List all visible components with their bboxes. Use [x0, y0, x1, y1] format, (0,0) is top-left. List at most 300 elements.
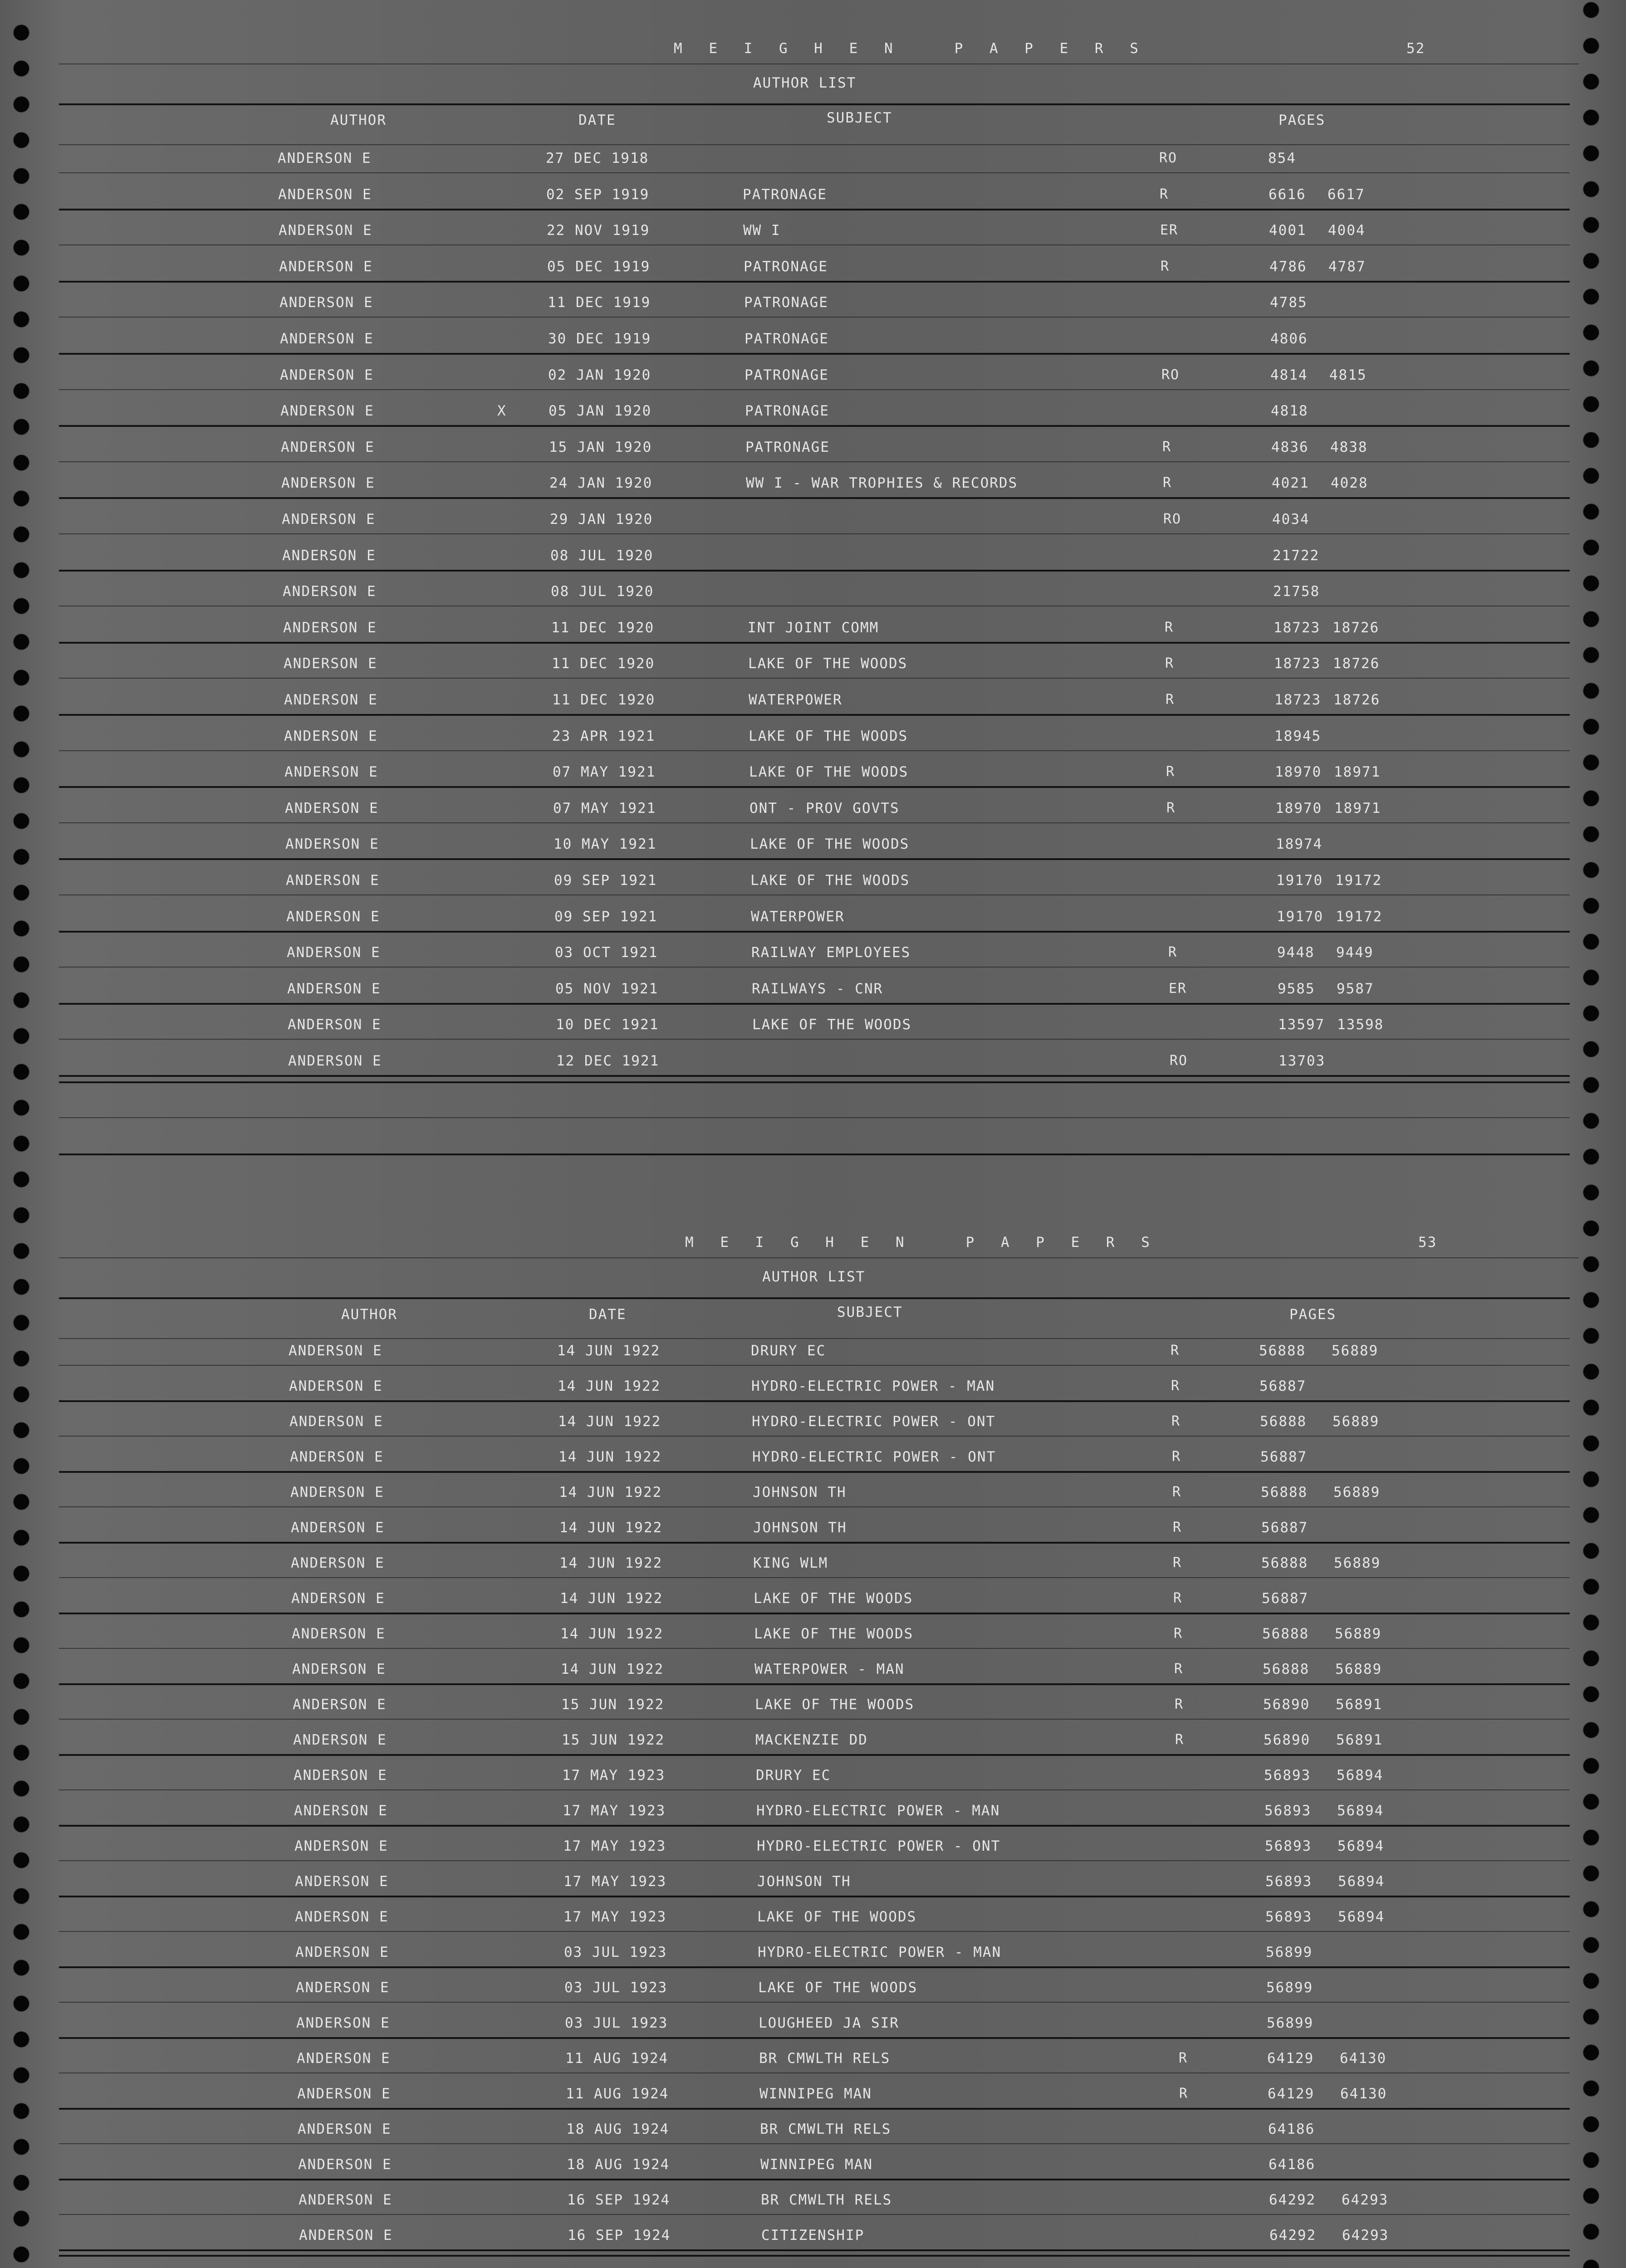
blank-form-line [59, 1154, 1570, 1155]
header-date: DATE [578, 112, 616, 128]
tractor-hole [14, 1888, 29, 1904]
row-code: R [1179, 2050, 1188, 2066]
row-code: R [1160, 186, 1169, 202]
tractor-hole [1583, 468, 1599, 484]
row-date: 10 MAY 1921 [553, 836, 657, 852]
row-separator [59, 1003, 1570, 1005]
row-separator [59, 750, 1570, 751]
row-separator [59, 425, 1570, 427]
tractor-hole [14, 1028, 29, 1044]
row-code: R [1173, 1555, 1182, 1571]
row-pages-from: 18974 [1276, 836, 1323, 852]
row-subject: HYDRO-ELECTRIC POWER - ONT [752, 1413, 996, 1430]
row-author: ANDERSON E [280, 403, 374, 419]
tractor-hole [1583, 2188, 1599, 2204]
row-pages-to: 9587 [1337, 981, 1374, 997]
row-author: ANDERSON E [295, 1873, 389, 1890]
row-pages-to: 56889 [1334, 1555, 1381, 1571]
row-separator [59, 497, 1570, 499]
row-date: 14 JUN 1922 [559, 1484, 662, 1501]
tractor-hole [14, 1315, 29, 1330]
left-tractor-holes [14, 0, 41, 2268]
row-subject: RAILWAY EMPLOYEES [751, 944, 911, 961]
tractor-hole [1583, 1830, 1599, 1845]
blank-form-line [59, 1117, 1570, 1118]
row-subject: WATERPOWER - MAN [754, 1661, 905, 1677]
row-pages-to: 64293 [1342, 2192, 1389, 2208]
row-code: RO [1163, 511, 1182, 527]
tractor-hole [14, 2103, 29, 2119]
row-author: ANDERSON E [296, 1980, 390, 1996]
tractor-hole [1583, 1901, 1599, 1917]
row-separator [59, 1365, 1570, 1366]
row-separator [59, 1648, 1570, 1649]
row-author: ANDERSON E [294, 1838, 388, 1854]
row-pages-from: 4814 [1270, 367, 1308, 383]
row-pages-from: 854 [1268, 150, 1296, 166]
row-date: 09 SEP 1921 [554, 872, 657, 889]
row-separator [59, 1577, 1570, 1578]
row-pages-from: 56893 [1264, 1803, 1312, 1819]
row-code: R [1179, 2086, 1189, 2102]
row-code: R [1173, 1590, 1183, 1606]
tractor-hole [14, 2247, 29, 2262]
row-separator [59, 389, 1570, 390]
tractor-hole [14, 1458, 29, 1474]
row-subject: LAKE OF THE WOODS [757, 1909, 917, 1925]
tractor-hole [14, 1530, 29, 1545]
row-code: R [1174, 1661, 1184, 1677]
section-subtitle: AUTHOR LIST [753, 75, 857, 91]
row-subject: PATRONAGE [745, 403, 829, 419]
tractor-hole [1583, 1615, 1599, 1630]
tractor-hole [1583, 432, 1599, 448]
tractor-hole [1583, 1006, 1599, 1021]
row-separator [59, 858, 1570, 860]
row-code: R [1171, 1413, 1181, 1429]
row-pages-from: 18723 [1274, 692, 1322, 708]
row-pages-from: 4836 [1271, 439, 1309, 455]
row-separator [59, 533, 1570, 534]
row-pages-from: 56888 [1259, 1343, 1306, 1359]
tractor-hole [1583, 1543, 1599, 1559]
tractor-hole [1583, 1722, 1599, 1738]
row-subject: LAKE OF THE WOODS [749, 728, 908, 744]
row-date: 03 JUL 1923 [564, 1944, 667, 1960]
row-code: R [1173, 1520, 1182, 1535]
row-code: R [1166, 692, 1175, 708]
row-code: R [1166, 800, 1176, 816]
page-number: 52 [1406, 40, 1425, 57]
row-subject: PATRONAGE [744, 331, 829, 347]
row-author: ANDERSON E [280, 367, 374, 383]
tractor-hole [14, 419, 29, 435]
row-code: R [1171, 1343, 1180, 1359]
row-separator [59, 1400, 1570, 1402]
tractor-hole [1583, 934, 1599, 949]
row-pages-from: 4785 [1270, 294, 1308, 311]
row-author: ANDERSON E [299, 2192, 392, 2208]
row-subject: PATRONAGE [744, 367, 829, 383]
tractor-hole [1583, 2081, 1599, 2096]
row-pages-to: 56889 [1332, 1413, 1380, 1430]
tractor-hole [1583, 1292, 1599, 1308]
row-separator [59, 678, 1570, 679]
row-pages-from: 4786 [1269, 259, 1307, 275]
row-separator [59, 2214, 1570, 2215]
row-author: ANDERSON E [283, 620, 377, 636]
row-pages-to: 18726 [1333, 692, 1381, 708]
page-number: 53 [1418, 1234, 1437, 1251]
row-date: 23 APR 1921 [552, 728, 656, 744]
tractor-hole [14, 1745, 29, 1760]
header-date: DATE [589, 1306, 627, 1323]
row-subject: JOHNSON TH [757, 1873, 851, 1890]
row-date: 18 AUG 1924 [566, 2121, 670, 2137]
row-pages-from: 56887 [1260, 1449, 1308, 1465]
tractor-hole [14, 1136, 29, 1151]
row-separator [59, 642, 1570, 644]
row-date: 14 JUN 1922 [558, 1378, 661, 1394]
tractor-hole [14, 312, 29, 327]
row-separator [59, 1436, 1570, 1437]
row-author: ANDERSON E [289, 1343, 382, 1359]
row-pages-from: 56899 [1266, 1980, 1313, 1996]
tractor-hole [14, 347, 29, 363]
tractor-hole [14, 992, 29, 1008]
row-code: RO [1161, 367, 1180, 383]
row-subject: LAKE OF THE WOODS [754, 1626, 914, 1642]
row-pages-to: 56889 [1332, 1343, 1379, 1359]
tractor-hole [14, 1637, 29, 1653]
row-pages-from: 4021 [1272, 475, 1309, 491]
row-date: 14 JUN 1922 [557, 1343, 661, 1359]
tractor-hole [14, 2139, 29, 2155]
tractor-hole [1583, 1973, 1599, 1989]
header-top-rule [59, 1297, 1570, 1299]
row-separator [59, 967, 1570, 968]
row-author: ANDERSON E [297, 2050, 391, 2067]
tractor-hole [1583, 1758, 1599, 1774]
row-date: 17 MAY 1923 [563, 1803, 666, 1819]
row-code: R [1166, 764, 1175, 780]
tractor-hole [1583, 898, 1599, 914]
tractor-hole [1583, 791, 1599, 806]
row-pages-from: 56890 [1263, 1696, 1310, 1713]
row-author: ANDERSON E [281, 439, 375, 455]
row-pages-from: 64129 [1268, 2086, 1315, 2102]
row-separator [59, 1860, 1570, 1861]
row-pages-from: 64292 [1269, 2227, 1317, 2244]
row-code: R [1174, 1626, 1183, 1642]
row-pages-to: 56891 [1336, 1732, 1383, 1748]
tractor-hole [14, 132, 29, 148]
row-subject: DRURY EC [756, 1767, 831, 1784]
row-subject: PATRONAGE [744, 294, 828, 311]
row-date: 14 JUN 1922 [560, 1626, 664, 1642]
tractor-hole [1583, 504, 1599, 519]
row-author: ANDERSON E [285, 800, 379, 816]
row-pages-to: 18971 [1334, 800, 1381, 816]
tractor-hole [1583, 2045, 1599, 2060]
row-date: 17 MAY 1923 [563, 1838, 666, 1854]
row-date: 14 JUN 1922 [560, 1590, 663, 1607]
row-date: 11 DEC 1919 [548, 294, 651, 311]
row-subject: PATRONAGE [744, 259, 828, 275]
row-pages-from: 56887 [1261, 1520, 1308, 1536]
tractor-hole [1583, 1937, 1599, 1953]
blank-form-line [59, 2255, 1570, 2257]
row-code: ER [1160, 222, 1179, 238]
row-date: 24 JAN 1920 [549, 475, 653, 491]
header-subject: SUBJECT [837, 1304, 903, 1320]
row-author: ANDERSON E [291, 1555, 385, 1571]
row-author: ANDERSON E [278, 186, 372, 203]
row-pages-from: 64292 [1269, 2192, 1316, 2208]
row-subject: BR CMWLTH RELS [761, 2192, 892, 2208]
row-separator [59, 2002, 1570, 2003]
row-pages-from: 56893 [1265, 1838, 1312, 1854]
header-author: AUTHOR [341, 1306, 397, 1323]
tractor-hole [14, 491, 29, 506]
row-code: R [1165, 655, 1175, 671]
row-pages-from: 56899 [1267, 2015, 1314, 2031]
row-author: ANDERSON E [298, 2156, 392, 2173]
tractor-hole [14, 1709, 29, 1725]
row-pages-to: 19172 [1335, 872, 1382, 889]
row-subject: HYDRO-ELECTRIC POWER - ONT [752, 1449, 996, 1465]
tractor-hole [14, 276, 29, 291]
tractor-hole [14, 706, 29, 721]
row-date: 08 JUL 1920 [551, 583, 654, 600]
row-subject: INT JOINT COMM [748, 620, 879, 636]
row-separator [59, 1471, 1570, 1473]
row-pages-from: 6616 [1268, 186, 1306, 203]
tractor-hole [1583, 1507, 1599, 1523]
tractor-hole [1583, 1686, 1599, 1702]
row-subject: JOHNSON TH [753, 1520, 847, 1536]
tractor-hole [1583, 1364, 1599, 1379]
row-pages-to: 4028 [1331, 475, 1368, 491]
row-date: 05 JAN 1920 [549, 403, 652, 419]
row-code: R [1175, 1696, 1184, 1712]
row-pages-from: 18723 [1273, 620, 1321, 636]
tractor-hole [1583, 110, 1599, 125]
row-code: R [1163, 475, 1172, 491]
row-pages-to: 56894 [1337, 1838, 1385, 1854]
tractor-hole [14, 527, 29, 542]
row-date: 02 JAN 1920 [548, 367, 651, 383]
row-author: ANDERSON E [294, 1767, 387, 1784]
row-pages-to: 56894 [1338, 1909, 1385, 1925]
row-date: 14 JUN 1922 [561, 1661, 664, 1677]
row-subject: LOUGHEED JA SIR [759, 2015, 899, 2031]
row-subject: PATRONAGE [745, 439, 830, 455]
tractor-hole [14, 885, 29, 900]
row-date: 08 JUL 1920 [550, 547, 654, 564]
row-date: 15 JUN 1922 [561, 1696, 665, 1713]
section-title: M E I G H E N P A P E R S [674, 40, 1147, 57]
row-separator [59, 1825, 1570, 1827]
row-author: ANDERSON E [299, 2227, 393, 2244]
tractor-hole [14, 1566, 29, 1581]
row-separator [59, 1542, 1570, 1544]
tractor-hole [1583, 146, 1599, 161]
row-separator [59, 1966, 1570, 1968]
row-pages-to: 56891 [1336, 1696, 1383, 1713]
row-date: 17 MAY 1923 [563, 1873, 667, 1890]
row-author: ANDERSON E [286, 909, 380, 925]
row-subject: HYDRO-ELECTRIC POWER - ONT [757, 1838, 1001, 1854]
row-author: ANDERSON E [289, 1413, 383, 1430]
row-subject: WINNIPEG MAN [760, 2156, 873, 2173]
tractor-hole [1583, 683, 1599, 699]
tractor-hole [14, 777, 29, 793]
tractor-hole [14, 813, 29, 829]
tractor-hole [14, 921, 29, 936]
row-pages-from: 64186 [1268, 2156, 1316, 2173]
row-pages-to: 56894 [1337, 1767, 1384, 1784]
row-code: ER [1169, 981, 1187, 997]
tractor-hole [14, 2175, 29, 2190]
row-subject: WATERPOWER [751, 909, 845, 925]
row-pages-from: 56888 [1263, 1661, 1310, 1677]
row-date: 16 SEP 1924 [567, 2192, 671, 2208]
row-author: ANDERSON E [284, 655, 377, 672]
row-author: ANDERSON E [279, 294, 373, 311]
row-pages-from: 56893 [1265, 1909, 1313, 1925]
row-pages-from: 21758 [1273, 583, 1320, 600]
row-subject: MACKENZIE DD [755, 1732, 868, 1748]
tractor-hole [1583, 1436, 1599, 1451]
row-author: ANDERSON E [279, 222, 372, 239]
row-pages-to: 18726 [1333, 655, 1380, 672]
row-separator [59, 281, 1570, 283]
row-pages-from: 18970 [1275, 764, 1322, 780]
tractor-hole [1583, 1185, 1599, 1200]
row-separator [59, 1683, 1570, 1685]
row-code: R [1165, 620, 1174, 635]
tractor-hole [14, 2068, 29, 2083]
row-date: 07 MAY 1921 [553, 800, 656, 816]
tractor-hole [1583, 1328, 1599, 1344]
row-separator [59, 2179, 1570, 2180]
row-pages-from: 56893 [1265, 1873, 1313, 1890]
row-pages-from: 19170 [1276, 872, 1323, 889]
tractor-hole [14, 1387, 29, 1402]
row-pages-from: 56887 [1262, 1590, 1309, 1607]
header-top-rule [59, 103, 1570, 105]
row-pages-from: 56888 [1261, 1484, 1308, 1501]
row-date: 03 OCT 1921 [555, 944, 658, 961]
row-date: 17 MAY 1923 [562, 1767, 666, 1784]
row-pages-from: 4001 [1269, 222, 1307, 239]
tractor-hole [1583, 2009, 1599, 2024]
tractor-hole [14, 957, 29, 972]
row-date: 03 JUL 1923 [564, 1980, 668, 1996]
tractor-hole [1583, 396, 1599, 412]
tractor-hole [1583, 181, 1599, 197]
row-author: ANDERSON E [286, 872, 380, 889]
row-subject: BR CMWLTH RELS [759, 2050, 891, 2067]
row-separator [59, 2072, 1570, 2073]
row-author: ANDERSON E [295, 1944, 389, 1960]
row-subject: ONT - PROV GOVTS [749, 800, 900, 816]
tractor-hole [1583, 1866, 1599, 1881]
tractor-hole [1583, 289, 1599, 304]
tractor-hole [14, 670, 29, 685]
row-author: ANDERSON E [290, 1484, 384, 1501]
row-pages-to: 56889 [1333, 1484, 1381, 1501]
row-pages-from: 19170 [1277, 909, 1324, 925]
row-pages-from: 9585 [1278, 981, 1315, 997]
tractor-hole [14, 168, 29, 184]
row-author: ANDERSON E [287, 981, 381, 997]
row-date: 29 JAN 1920 [550, 511, 653, 528]
row-pages-to: 4838 [1330, 439, 1368, 455]
row-date: 14 JUN 1922 [558, 1413, 661, 1430]
tractor-hole [1583, 719, 1599, 734]
tractor-hole [1583, 1149, 1599, 1164]
row-author: ANDERSON E [288, 1053, 382, 1069]
tractor-hole [1583, 647, 1599, 663]
row-subject: JOHNSON TH [753, 1484, 847, 1501]
tractor-hole [1583, 1077, 1599, 1093]
row-pages-from: 56890 [1264, 1732, 1311, 1748]
tractor-hole [14, 1351, 29, 1366]
tractor-hole [1583, 1400, 1599, 1415]
row-subject: WW I [743, 222, 781, 239]
tractor-hole [14, 204, 29, 220]
row-author: ANDERSON E [287, 944, 381, 961]
tractor-hole [14, 1494, 29, 1510]
row-pages-from: 56887 [1259, 1378, 1307, 1394]
tractor-hole [14, 25, 29, 40]
header-subject: SUBJECT [827, 110, 892, 126]
row-author: ANDERSON E [282, 547, 376, 564]
row-pages-from: 4818 [1271, 403, 1308, 419]
row-author: ANDERSON E [297, 2086, 391, 2102]
tractor-hole [14, 1172, 29, 1187]
row-subject: BR CMWLTH RELS [760, 2121, 891, 2137]
row-subject: HYDRO-ELECTRIC POWER - MAN [758, 1944, 1002, 1960]
row-subject: LAKE OF THE WOODS [750, 836, 910, 852]
tractor-hole [1583, 1041, 1599, 1057]
row-separator [59, 209, 1570, 210]
row-author: ANDERSON E [295, 1909, 389, 1925]
row-pages-from: 13597 [1278, 1017, 1325, 1033]
header-pages: PAGES [1278, 112, 1326, 128]
row-author: ANDERSON E [283, 583, 377, 600]
row-pages-to: 56889 [1335, 1626, 1382, 1642]
tractor-hole [14, 1673, 29, 1689]
tractor-hole [14, 1853, 29, 1868]
row-date: 11 AUG 1924 [566, 2086, 669, 2102]
row-author: ANDERSON E [292, 1626, 386, 1642]
row-pages-from: 56888 [1261, 1555, 1308, 1571]
tractor-hole [1583, 970, 1599, 985]
row-subject: KING WLM [753, 1555, 828, 1571]
tractor-hole [1583, 38, 1599, 54]
row-code: RO [1159, 150, 1178, 166]
row-subject: LAKE OF THE WOODS [750, 872, 910, 889]
row-subject: LAKE OF THE WOODS [754, 1590, 913, 1607]
row-author: ANDERSON E [293, 1732, 387, 1748]
row-date: 30 DEC 1919 [548, 331, 651, 347]
tractor-hole [14, 97, 29, 112]
row-date: 12 DEC 1921 [556, 1053, 660, 1069]
row-subject: WATERPOWER [749, 692, 842, 708]
